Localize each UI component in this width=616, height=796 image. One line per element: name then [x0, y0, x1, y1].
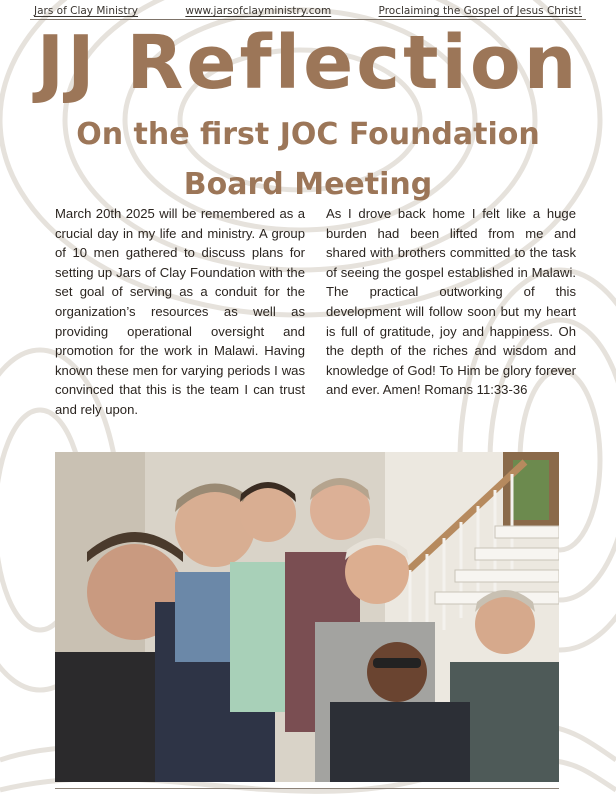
page-header	[34, 3, 582, 19]
subtitle-line-1: On the first JOC Foundation	[76, 117, 540, 152]
group-photo	[55, 452, 559, 782]
ministry-name: Jars of Clay Ministry	[34, 5, 139, 17]
website-link[interactable]: www.jarsofclayministry.com	[185, 5, 332, 17]
subtitle-line-2: Board Meeting	[183, 167, 433, 202]
article-subtitle	[0, 110, 616, 210]
bottom-divider	[55, 788, 559, 789]
header-tagline: Proclaiming the Gospel of Jesus Christ!	[378, 5, 582, 17]
body-column-right: As I drove back home I felt like a huge burden had been lifted from me and shared with brothers committed to the task of seeing the gospel established in Malawi. The practical outworking of this development will follow soon but my heart is full of gratitude, joy and happiness. Oh the depth of the riches and wisdom and knowledge of God! To Him be glory forever and ever. Amen! Romans 11:33-36	[326, 206, 576, 398]
page-title: JJ Reflection	[36, 20, 580, 106]
body-column-left: March 20th 2025 will be remembered as a crucial day in my life and ministry. A group of 10 men gathered to discuss plans for setting up Jars of Clay Foundation with the set goal of serving as a conduit for the organization’s resources as well as providing operational oversight and promotion for the work in Malawi. Having known these men for varying periods I was convinced that this is the team I can trust and rely upon.	[55, 206, 305, 417]
